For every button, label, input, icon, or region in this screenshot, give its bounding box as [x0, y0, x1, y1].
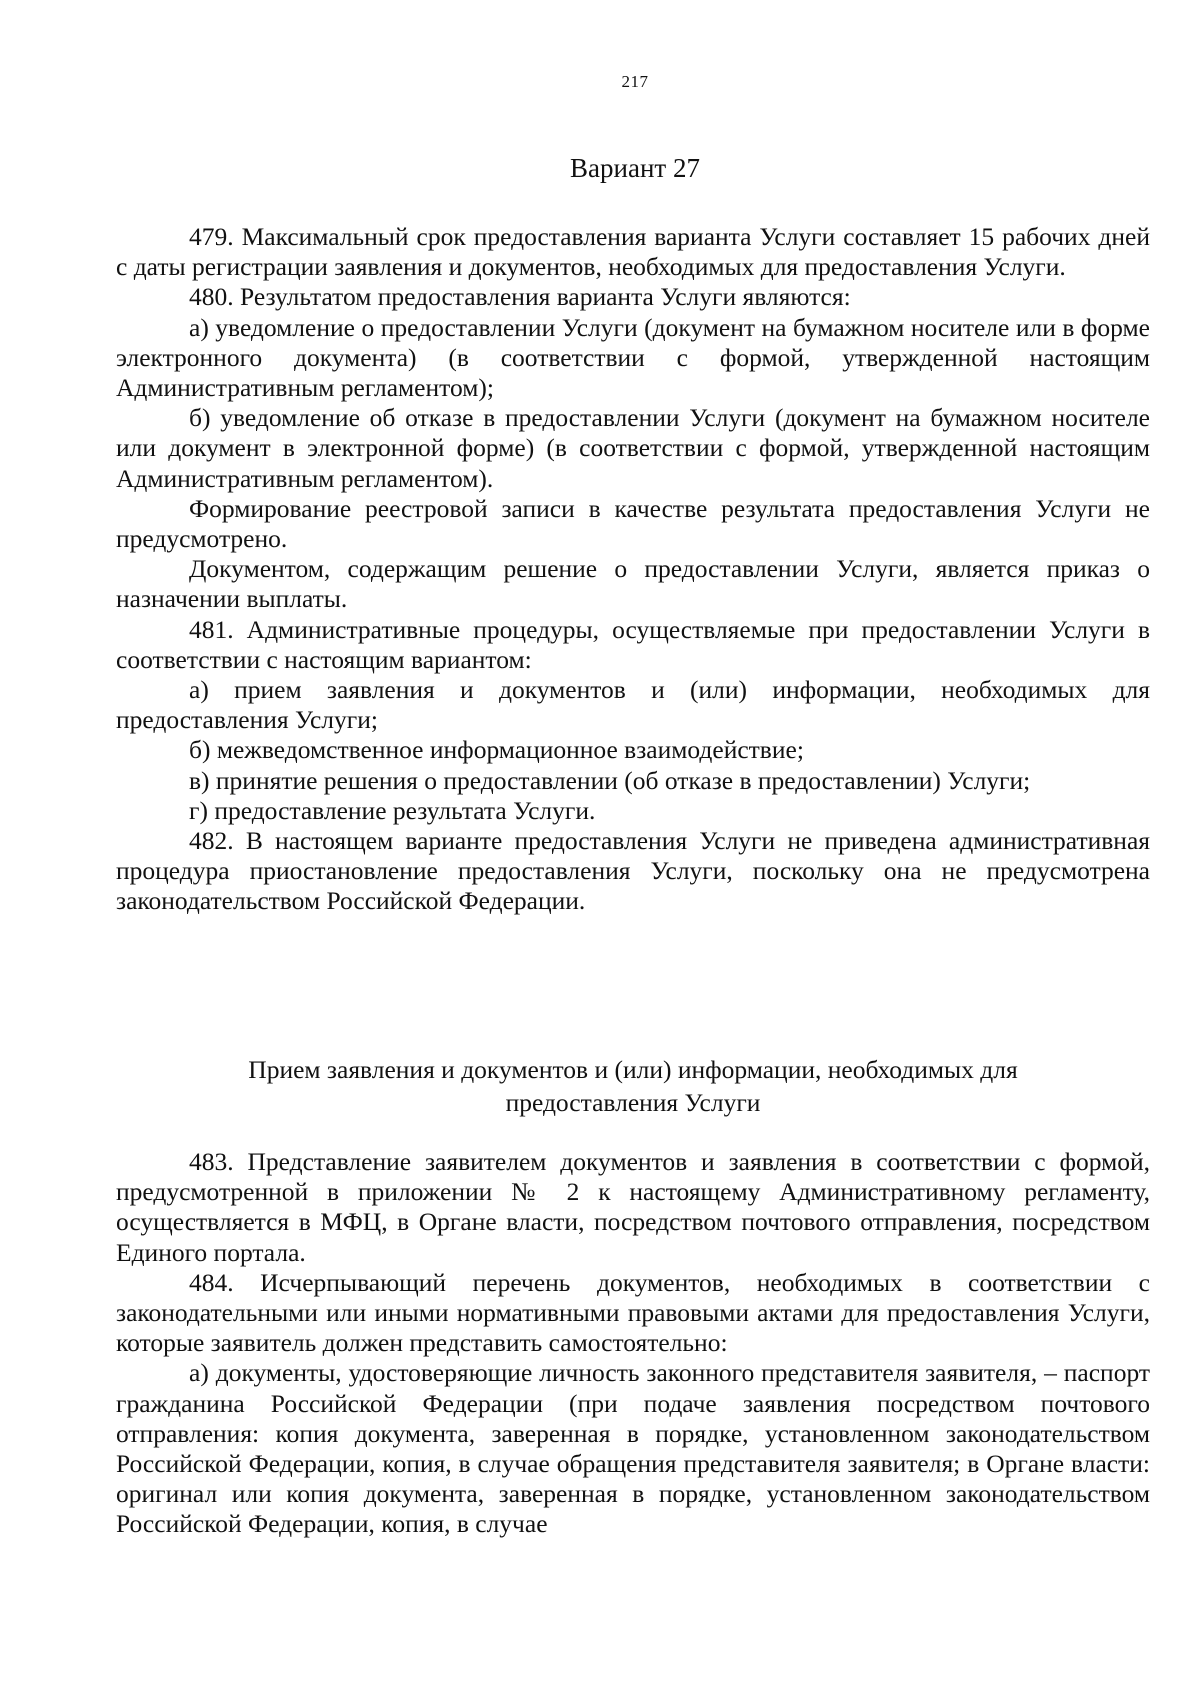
page-number: 217 — [621, 72, 649, 91]
paragraph-484-a: а) документы, удостоверяющие личность законного представителя заявителя, – паспорт гражданина Российской Федерации (при подаче заявления посредством почтового отправления: копия документа, заверенная в порядке, установленном законодательством Российской Федерации, копия, в случае обращения представителя заявителя; в Органе власти: оригинал или копия документа, заверенная в порядке, установленном законодательством Российской Федерации, копия, в случае — [116, 1358, 1150, 1539]
section-heading-line-1: Прием заявления и документов и (или) информации, необходимых для — [248, 1055, 1018, 1084]
section-heading — [116, 1053, 1150, 1119]
paragraph-482: 482. В настоящем варианте предоставления Услуги не приведена административная процедура приостановление предоставления Услуги, поскольку она не предусмотрена законодательством Российской Федерации. — [116, 826, 1150, 916]
section-text-block — [116, 1147, 1150, 1540]
variant-heading: Вариант 27 — [570, 153, 700, 183]
paragraph-483: 483. Представление заявителем документов и заявления в соответствии с формой, предусмотренной в приложении № 2 к настоящему Административному регламенту, осуществляется в МФЦ, в Органе власти, посредством почтового отправления, посредством Единого портала. — [116, 1147, 1150, 1267]
main-text-block — [116, 222, 1150, 917]
paragraph-484: 484. Исчерпывающий перечень документов, необходимых в соответствии с законодательными или иными нормативными правовыми актами для предоставления Услуги, которые заявитель должен представить самостоятельно: — [116, 1267, 1150, 1358]
section-heading-line-2: предоставления Услуги — [505, 1088, 761, 1117]
paragraph-registry-record: Формирование реестровой записи в качестве результата предоставления Услуги не предусмотрено. — [116, 493, 1150, 554]
paragraph-479: 479. Максимальный срок предоставления варианта Услуги составляет 15 рабочих дней с даты регистрации заявления и документов, необходимых для предоставления Услуги. — [116, 222, 1150, 282]
paragraph-481-a: а) прием заявления и документов и (или) информации, необходимых для предоставления Услуги; — [116, 675, 1150, 735]
paragraph-481: 481. Административные процедуры, осуществляемые при предоставлении Услуги в соответствии с настоящим вариантом: — [116, 614, 1150, 674]
paragraph-481-d: г) предоставление результата Услуги. — [189, 795, 596, 825]
paragraph-481-c: в) принятие решения о предоставлении (об отказе в предоставлении) Услуги; — [189, 765, 1031, 795]
paragraph-481-b: б) межведомственное информационное взаимодействие; — [189, 735, 804, 765]
paragraph-480: 480. Результатом предоставления варианта Услуги являются: — [189, 282, 851, 312]
paragraph-decision-document: Документом, содержащим решение о предоставлении Услуги, является приказ о назначении выплаты. — [116, 554, 1150, 614]
paragraph-480-a: а) уведомление о предоставлении Услуги (документ на бумажном носителе или в форме электронного документа) (в соответствии с формой, утвержденной настоящим Административным регламентом); — [116, 312, 1150, 403]
paragraph-480-b: б) уведомление об отказе в предоставлении Услуги (документ на бумажном носителе или документ в электронной форме) (в соответствии с формой, утвержденной настоящим Административным регламентом). — [116, 403, 1150, 493]
